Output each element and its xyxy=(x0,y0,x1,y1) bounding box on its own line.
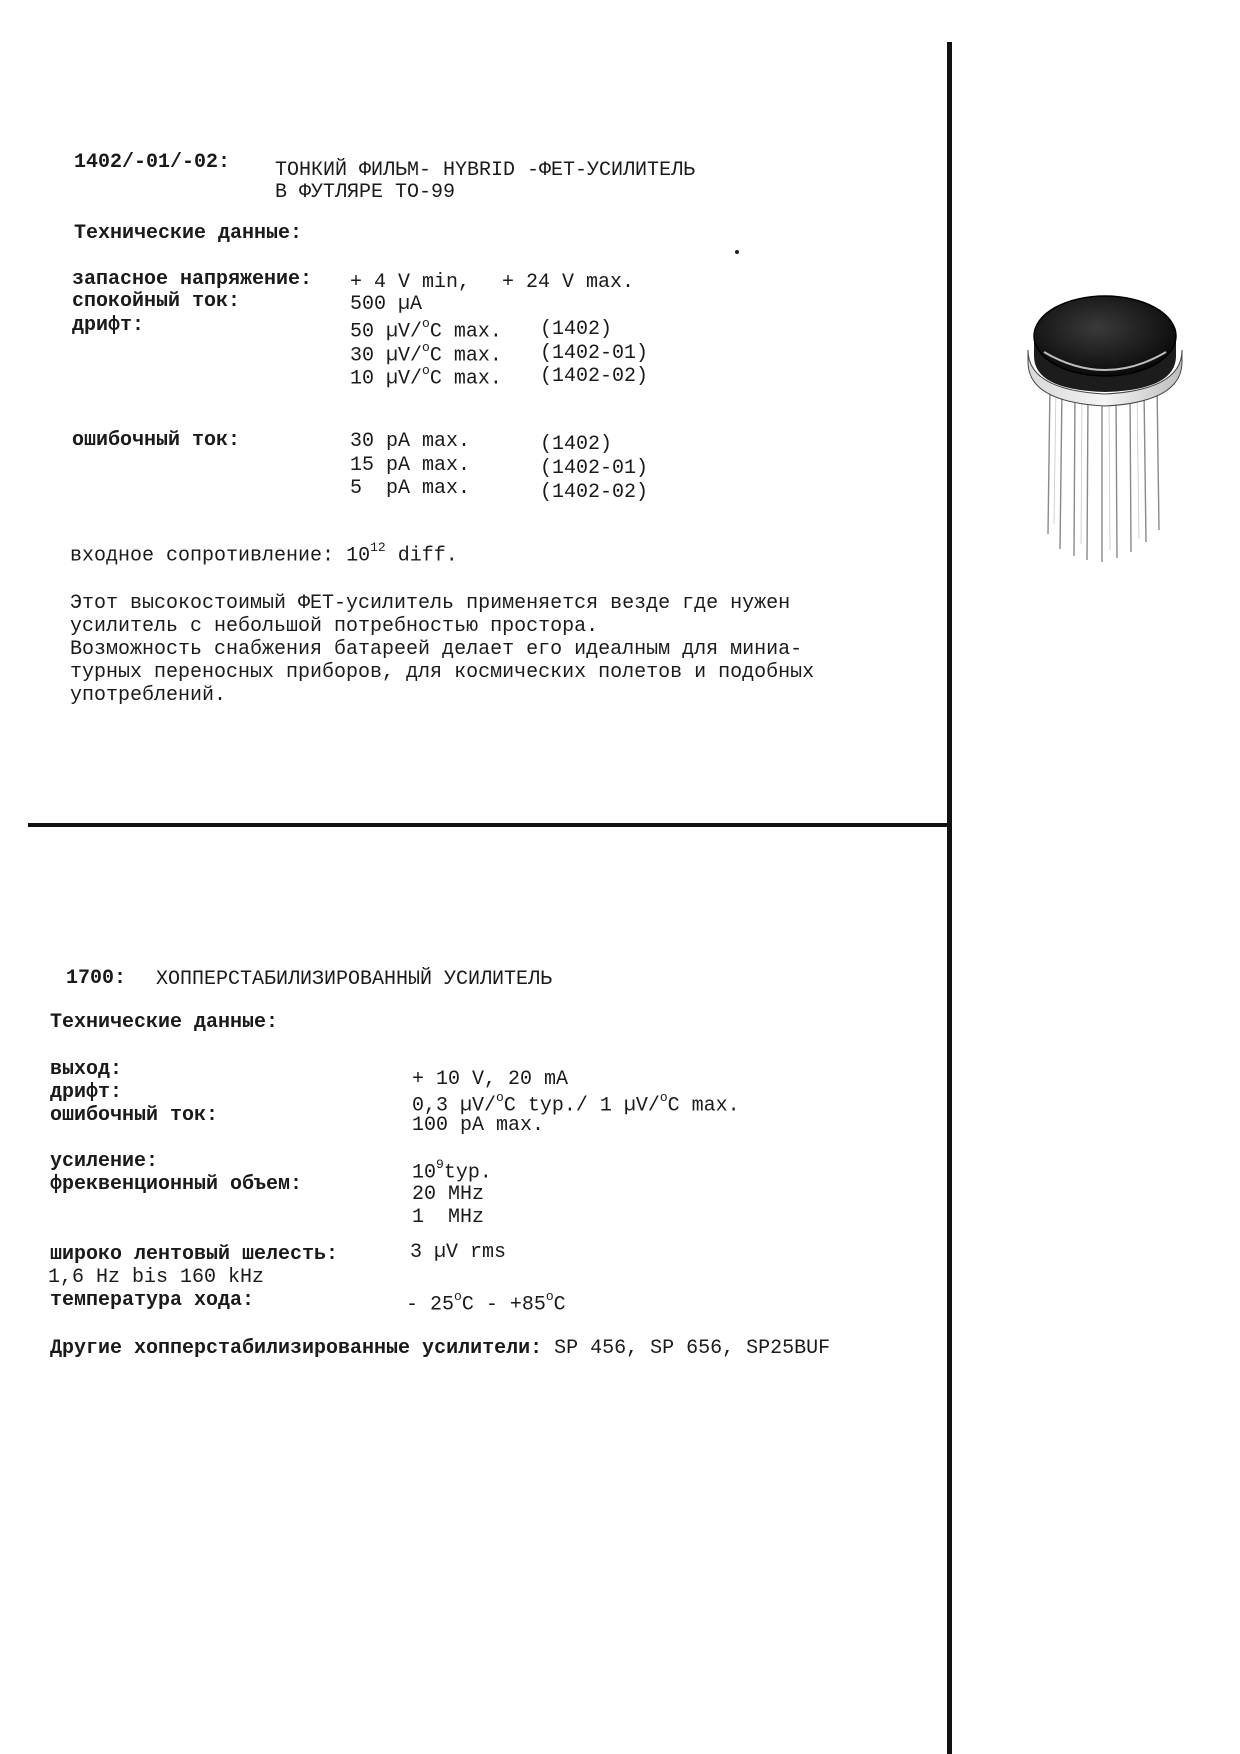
to99-package-image xyxy=(1020,294,1190,574)
other-amplifiers: Другие хопперстабилизированные усилители: SP 456, SP 656, SP25BUF xyxy=(50,1337,831,1360)
drift-model: (1402) xyxy=(540,318,613,341)
drift-row: 10 µV/$^o$C max. xyxy=(350,363,502,391)
description-line: турных переносных приборов, для космических полетов и подобных xyxy=(70,661,815,684)
section-code: 1700: xyxy=(66,967,127,990)
noise-band: 1,6 Hz bis 160 kHz xyxy=(48,1266,265,1289)
horizontal-divider xyxy=(28,823,949,827)
output-label: выход: xyxy=(50,1058,123,1081)
description-line: употреблений. xyxy=(70,684,227,707)
output-value: + 10 V, 20 mA xyxy=(412,1068,569,1091)
input-resistance: входное сопротивление: $10^{12}$ diff. xyxy=(70,540,458,568)
drift-model: (1402-01) xyxy=(540,342,649,365)
supply-label: запасное напряжение: xyxy=(72,268,313,291)
vertical-divider xyxy=(947,42,952,1754)
drift-model: (1402-02) xyxy=(540,365,649,388)
drift-value: 0,3 µV/$^o$C typ./ 1 µV/$^o$C max. xyxy=(412,1090,740,1118)
section-subtitle: В ФУТЛЯРЕ ТО-99 xyxy=(275,181,456,204)
error-model: (1402-01) xyxy=(540,457,649,480)
section-code: 1402/-01/-02: xyxy=(74,151,231,174)
noise-label: широко лентовый шелесть: xyxy=(50,1243,339,1266)
supply-value-min: + 4 V min, xyxy=(350,271,471,294)
gain-value: $10^9typ$. xyxy=(412,1157,492,1185)
description-line: усилитель с небольшой потребностью простора. xyxy=(70,615,599,638)
freq-label: фреквенционный объем: xyxy=(50,1173,303,1196)
speck xyxy=(735,250,739,254)
error-model: (1402-02) xyxy=(540,481,649,504)
drift-row: 30 µV/$^o$C max. xyxy=(350,340,502,368)
supply-value-max: + 24 V max. xyxy=(502,271,635,294)
drift-row: 50 µV/$^o$C max. xyxy=(350,316,502,344)
description-line: Этот высокостоимый ФЕТ-усилитель применяется везде где нужен xyxy=(70,592,791,615)
section-title: ТОНКИЙ ФИЛЬМ- HYBRID -ФЕТ-УСИЛИТЕЛЬ xyxy=(275,159,696,182)
error-model: (1402) xyxy=(540,433,613,456)
tech-heading: Технические данные: xyxy=(74,222,303,245)
temp-value: - $25^oC - +85^oC$ xyxy=(406,1289,566,1317)
error-value: 15 pA max. xyxy=(350,454,471,477)
gain-label: усиление: xyxy=(50,1150,159,1173)
drift-label: дрифт: xyxy=(50,1081,123,1104)
temp-label: температура хода: xyxy=(50,1289,255,1312)
freq-value: 20 MHz xyxy=(412,1183,485,1206)
freq-value: 1 MHz xyxy=(412,1206,485,1229)
quiescent-label: спокойный ток: xyxy=(72,290,241,313)
error-value: 30 pA max. xyxy=(350,430,471,453)
error-value: 5 pA max. xyxy=(350,477,471,500)
quiescent-value: 500 µA xyxy=(350,293,423,316)
error-label: ошибочный ток: xyxy=(72,429,241,452)
tech-heading: Технические данные: xyxy=(50,1011,279,1034)
description-line: Возможность снабжения батареей делает его идеалным для миниа- xyxy=(70,638,803,661)
error-label: ошибочный ток: xyxy=(50,1104,219,1127)
error-value: 100 pA max. xyxy=(412,1114,545,1137)
drift-label: дрифт: xyxy=(72,314,145,337)
section-title: ХОППЕРСТАБИЛИЗИРОВАННЫЙ УСИЛИТЕЛЬ xyxy=(156,968,553,991)
noise-value: 3 µV rms xyxy=(410,1241,507,1264)
